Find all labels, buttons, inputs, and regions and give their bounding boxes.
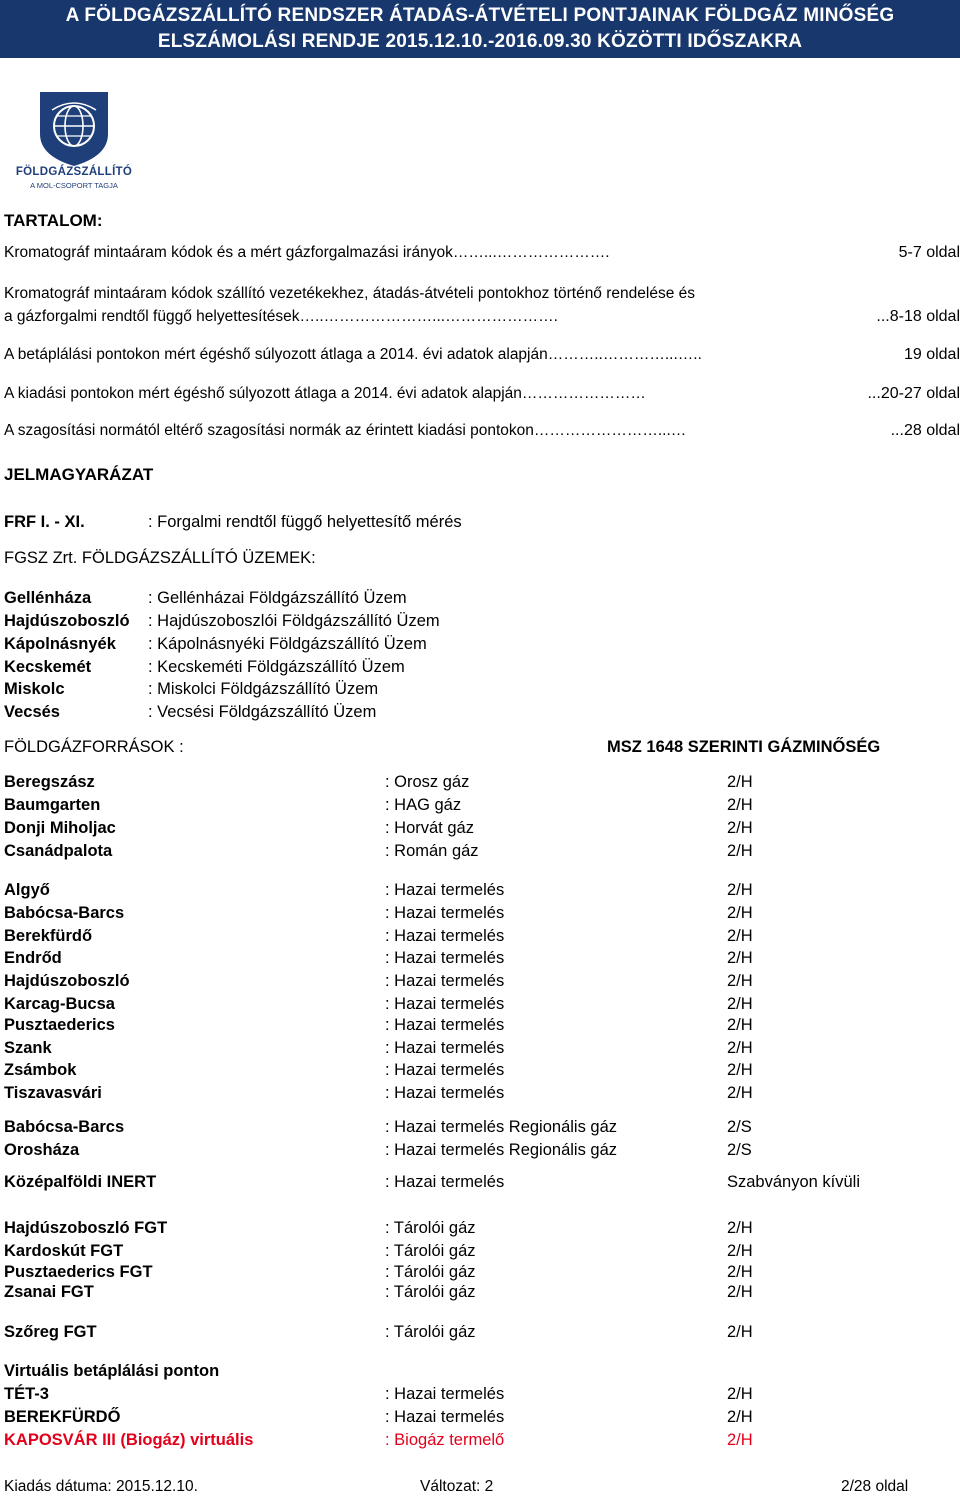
plant-row [4, 656, 604, 678]
source-name: Középalföldi INERT [4, 1173, 157, 1191]
plant-code: Vecsés [4, 703, 60, 721]
gas-type: : Hazai termelés [385, 1084, 505, 1102]
source-name: Szank [4, 1039, 52, 1057]
gas-source-row [4, 925, 960, 947]
gas-quality: 2/H [727, 1242, 753, 1260]
gas-quality: 2/H [727, 1385, 753, 1403]
gas-quality: 2/H [727, 1283, 753, 1301]
gas-source-row [4, 1261, 960, 1283]
source-name: Baumgarten [4, 796, 101, 814]
toc-entry-text: A szagosítási normától eltérő szagosítási normák az érintett kiadási pontokon……………………...… [4, 422, 687, 439]
gas-quality: 2/S [727, 1118, 752, 1136]
source-name: Kardoskút FGT [4, 1242, 124, 1260]
gas-type: : Hazai termelés [385, 1061, 505, 1079]
logo-wordmark: FÖLDGÁZSZÁLLÍTÓ [15, 166, 133, 178]
gas-source-row [4, 840, 960, 862]
gas-type: : Hazai termelés [385, 904, 505, 922]
gas-source-row [4, 879, 960, 901]
plant-row [4, 701, 604, 723]
gas-type: : Hazai termelés [385, 1039, 505, 1057]
source-name: KAPOSVÁR III (Biogáz) virtuális [4, 1431, 254, 1449]
gas-source-row [4, 1240, 960, 1262]
gas-type: : Tárolói gáz [385, 1323, 476, 1341]
gas-quality: 2/H [727, 1061, 753, 1079]
gas-quality: 2/H [727, 1219, 753, 1237]
quality-heading: MSZ 1648 SZERINTI GÁZMINŐSÉG [607, 738, 881, 756]
source-name: Babócsa-Barcs [4, 1118, 125, 1136]
gas-quality: 2/H [727, 796, 753, 814]
frf-description: : Forgalmi rendtől függő helyettesítő mérés [148, 513, 462, 531]
gas-quality: 2/H [727, 1263, 753, 1281]
toc-entry-text: A betáplálási pontokon mért égéshő súlyozott átlaga a 2014. évi adatok alapján………..…………...….. [4, 346, 702, 363]
gas-source-row [4, 1139, 960, 1161]
source-name: Zsanai FGT [4, 1283, 94, 1301]
gas-type: : Román gáz [385, 842, 479, 860]
toc-entry-text: Kromatográf mintaáram kódok szállító vezetékekhez, átadás-átvételi pontokhoz történő rendelése és [4, 285, 695, 302]
source-name: TÉT-3 [4, 1385, 49, 1403]
gas-type: : Hazai termelés [385, 881, 505, 899]
gas-type: : Hazai termelés Regionális gáz [385, 1141, 618, 1159]
gas-quality: 2/H [727, 972, 753, 990]
toc-entry-text: A kiadási pontokon mért égéshő súlyozott átlaga a 2014. évi adatok alapján…………………… [4, 385, 646, 402]
toc-entry-page: 19 oldal [903, 346, 960, 363]
document-title-line-2: ELSZÁMOLÁSI RENDJE 2015.12.10.-2016.09.30 KÖZÖTTI IDŐSZAKRA [157, 31, 803, 52]
plant-description: : Kápolnásnyéki Földgázszállító Üzem [148, 635, 427, 653]
gas-source-row [4, 1116, 960, 1138]
gas-quality: Szabványon kívüli [727, 1173, 860, 1191]
plant-code: Gellénháza [4, 589, 92, 607]
legend-heading: JELMAGYARÁZAT [4, 465, 154, 484]
source-name: Szőreg FGT [4, 1323, 97, 1341]
toc-entry[interactable] [4, 307, 960, 329]
gas-source-row [4, 993, 960, 1015]
source-name: Pusztaederics FGT [4, 1263, 153, 1281]
toc-entry-page: 5-7 oldal [898, 244, 960, 261]
source-name: Pusztaederics [4, 1016, 115, 1034]
source-name: BEREKFÜRDŐ [4, 1408, 121, 1426]
gas-source-row [4, 1429, 960, 1451]
gas-quality: 2/H [727, 842, 753, 860]
source-name: Tiszavasvári [4, 1084, 102, 1102]
toc-entry[interactable] [4, 384, 960, 406]
gas-quality: 2/S [727, 1141, 752, 1159]
plant-row [4, 678, 604, 700]
footer-version: Változat: 2 [420, 1478, 494, 1495]
gas-source-row [4, 1059, 960, 1081]
virtual-heading: Virtuális betáplálási ponton [4, 1362, 220, 1380]
plant-code: Hajdúszoboszló [4, 612, 130, 630]
gas-source-row [4, 794, 960, 816]
gas-source-row [4, 947, 960, 969]
source-name: Beregszász [4, 773, 95, 791]
logo-tagline: A MOL-CSOPORT TAGJA [30, 181, 118, 190]
company-logo [12, 90, 136, 192]
source-name: Algyő [4, 881, 50, 899]
toc-heading: TARTALOM: [4, 211, 103, 230]
gas-type: : Tárolói gáz [385, 1242, 476, 1260]
plant-row [4, 610, 604, 632]
gas-quality: 2/H [727, 881, 753, 899]
toc-entry[interactable] [4, 421, 960, 443]
gas-type: : Horvát gáz [385, 819, 474, 837]
gas-type: : Hazai termelés Regionális gáz [385, 1118, 618, 1136]
source-name: Endrőd [4, 949, 62, 967]
title-band [0, 0, 960, 58]
plant-code: Kápolnásnyék [4, 635, 116, 653]
toc-entry[interactable] [4, 345, 960, 367]
gas-source-row [4, 771, 960, 793]
gas-source-row [4, 1082, 960, 1104]
document-title-line-1: A FÖLDGÁZSZÁLLÍTÓ RENDSZER ÁTADÁS-ÁTVÉTELI PONTJAINAK FÖLDGÁZ MINŐSÉG [65, 5, 895, 26]
plant-description: : Hajdúszoboszlói Földgázszállító Üzem [148, 612, 440, 630]
gas-type: : Tárolói gáz [385, 1219, 476, 1237]
gas-source-row [4, 817, 960, 839]
frf-label: FRF I. - XI. [4, 513, 85, 531]
source-name: Donji Miholjac [4, 819, 116, 837]
source-name: Zsámbok [4, 1061, 77, 1079]
gas-quality: 2/H [727, 904, 753, 922]
gas-type: : Hazai termelés [385, 1408, 505, 1426]
gas-quality: 2/H [727, 1323, 753, 1341]
plants-heading-text: FÖLDGÁZSZÁLLÍTÓ ÜZEMEK: [81, 549, 316, 567]
gas-quality: 2/H [727, 1039, 753, 1057]
gas-source-row [4, 1281, 960, 1303]
gas-quality: 2/H [727, 995, 753, 1013]
gas-quality: 2/H [727, 819, 753, 837]
plant-code: Miskolc [4, 680, 65, 698]
plants-heading-prefix: FGSZ Zrt. [4, 549, 78, 567]
gas-quality: 2/H [727, 1431, 753, 1449]
source-name: Csanádpalota [4, 842, 113, 860]
gas-quality: 2/H [727, 773, 753, 791]
toc-entry[interactable] [4, 243, 960, 265]
gas-source-row [4, 970, 960, 992]
source-name: Hajdúszoboszló [4, 972, 130, 990]
plant-row [4, 633, 604, 655]
gas-type: : Hazai termelés [385, 1173, 505, 1191]
gas-type: : Biogáz termelő [385, 1431, 505, 1449]
gas-quality: 2/H [727, 949, 753, 967]
source-name: Orosháza [4, 1141, 80, 1159]
toc-entry-page: ...20-27 oldal [867, 385, 960, 402]
gas-type: : Tárolói gáz [385, 1283, 476, 1301]
gas-source-row [4, 1321, 960, 1343]
toc-entry-text: a gázforgalmi rendtől függő helyettesítések…..…………………...…………………. [4, 308, 558, 325]
plant-row [4, 587, 604, 609]
gas-quality: 2/H [727, 1016, 753, 1034]
gas-type: : Hazai termelés [385, 949, 505, 967]
gas-source-row [4, 1406, 960, 1428]
gas-type: : Hazai termelés [385, 927, 505, 945]
gas-type: : Tárolói gáz [385, 1263, 476, 1281]
gas-quality: 2/H [727, 927, 753, 945]
source-name: Hajdúszoboszló FGT [4, 1219, 168, 1237]
plant-description: : Vecsési Földgázszállító Üzem [148, 703, 377, 721]
gas-source-row [4, 1383, 960, 1405]
source-name: Berekfürdő [4, 927, 93, 945]
gas-type: : Hazai termelés [385, 995, 505, 1013]
footer-issue-date: Kiadás dátuma: 2015.12.10. [4, 1478, 198, 1495]
gas-source-row [4, 902, 960, 924]
gas-type: : Hazai termelés [385, 972, 505, 990]
gas-type: : Hazai termelés [385, 1016, 505, 1034]
sources-heading: FÖLDGÁZFORRÁSOK : [4, 738, 184, 756]
plant-code: Kecskemét [4, 658, 92, 676]
gas-quality: 2/H [727, 1084, 753, 1102]
plants-heading [4, 548, 316, 568]
gas-type: : Hazai termelés [385, 1385, 505, 1403]
plant-description: : Kecskeméti Földgázszállító Üzem [148, 658, 405, 676]
footer-page-number: 2/28 oldal [841, 1478, 909, 1495]
gas-type: : Orosz gáz [385, 773, 470, 791]
toc-entry-page: ...28 oldal [890, 422, 960, 439]
source-name: Karcag-Bucsa [4, 995, 115, 1013]
gas-source-row [4, 1037, 960, 1059]
toc-entry-page: ...8-18 oldal [876, 308, 960, 325]
gas-source-row [4, 1014, 960, 1036]
gas-type: : HAG gáz [385, 796, 462, 814]
toc-entry-text: Kromatográf mintaáram kódok és a mért gázforgalmazási irányok……...…………………. [4, 244, 610, 261]
plant-description: : Gellénházai Földgázszállító Üzem [148, 589, 407, 607]
gas-source-row [4, 1217, 960, 1239]
gas-quality: 2/H [727, 1408, 753, 1426]
gas-source-row [4, 1171, 960, 1193]
toc-entry[interactable] [4, 284, 960, 306]
source-name: Babócsa-Barcs [4, 904, 125, 922]
plant-description: : Miskolci Földgázszállító Üzem [148, 680, 379, 698]
